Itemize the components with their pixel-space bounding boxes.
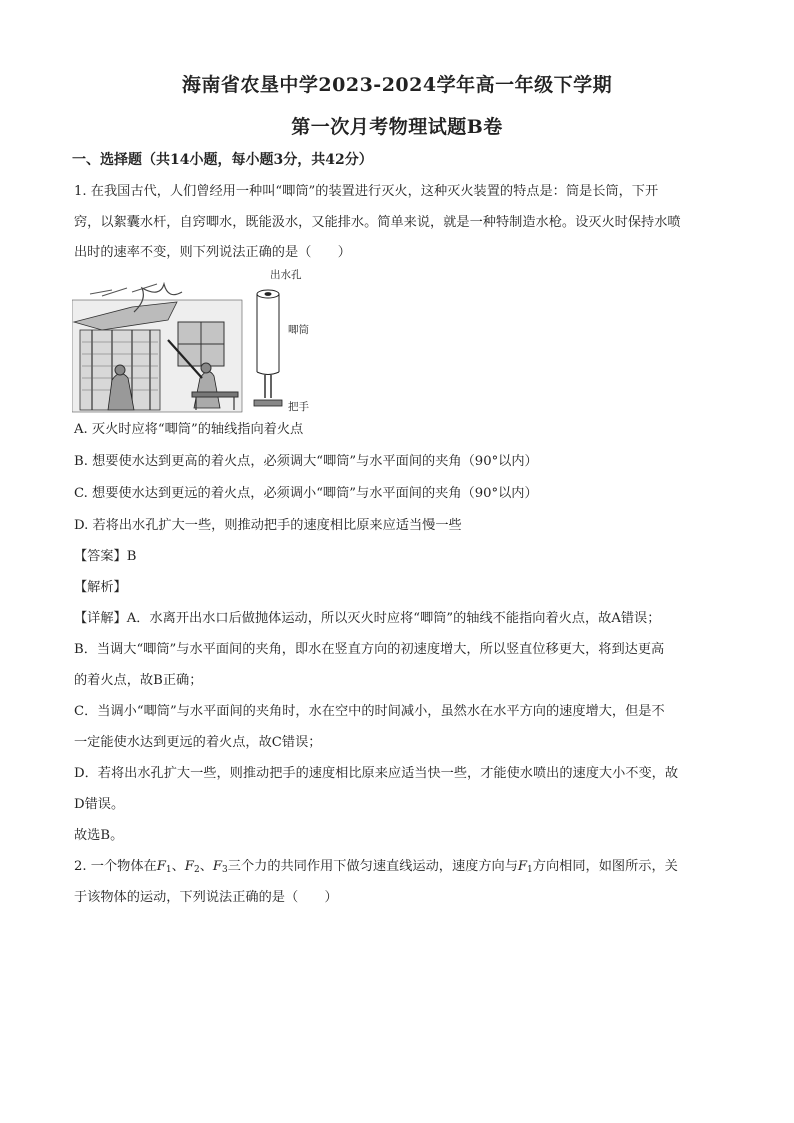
page-title-line2: 第一次月考物理试题B卷 xyxy=(291,116,503,138)
q1-stem-line1: 1. 在我国古代，人们曾经用一种叫“唧筒”的装置进行灭火，这种灭火装置的特点是：筒是长筒，下开 xyxy=(74,184,659,199)
q1-detail-line8: 故选B。 xyxy=(74,828,124,843)
q1-detail-line3: 的着火点，故B正确； xyxy=(74,673,203,688)
force-f2-sub: 2 xyxy=(193,865,200,875)
answer-value: B xyxy=(126,549,137,564)
force-f2: F xyxy=(184,859,194,874)
q1-figure xyxy=(72,269,332,414)
label-outlet: 出水孔 xyxy=(270,269,302,281)
q1-answer xyxy=(74,547,724,567)
page-title-line1: 海南省农垦中学2023-2024学年高一年级下学期 xyxy=(181,74,613,96)
q1-detail-line4: C．当调小“唧筒”与水平面间的夹角时，水在空中的时间减小，虽然水在水平方向的速度增大，但是不 xyxy=(74,704,665,719)
q1-analysis-tag: 【解析】 xyxy=(74,580,127,595)
force-f1-ref: F xyxy=(517,859,528,874)
label-barrel: 唧筒 xyxy=(288,324,309,336)
q2-stem-part-c: 方向相同，如图所示，关 xyxy=(532,859,678,874)
q2-stem-line1 xyxy=(74,857,724,880)
pump-illustration xyxy=(72,282,332,414)
q1-stem-line3: 出时的速率不变，则下列说法正确的是（ ） xyxy=(74,245,351,260)
q2-stem-part-b: 三个力的共同作用下做匀速直线运动，速度方向与 xyxy=(227,859,518,874)
q1-detail-line6: D．若将出水孔扩大一些，则推动把手的速度相比原来应适当快一些，才能使水喷出的速度大小不变，故 xyxy=(74,766,679,781)
section-heading: 一、选择题（共14小题，每小题3分，共42分） xyxy=(72,152,373,168)
force-f3: F xyxy=(212,859,223,874)
ancient-scene-drawing xyxy=(72,284,242,412)
pump-diagram xyxy=(254,290,282,406)
q1-detail-line2: B．当调大“唧筒”与水平面间的夹角，即水在竖直方向的初速度增大，所以竖直位移更大，将到达更高 xyxy=(74,642,665,657)
q2-sep2: 、 xyxy=(199,859,213,874)
q1-detail-line7: D错误。 xyxy=(74,797,125,812)
label-handle: 把手 xyxy=(288,401,309,413)
force-f1: F xyxy=(156,859,166,874)
answer-tag: 【答案】 xyxy=(74,549,127,564)
force-f1-sub: 1 xyxy=(165,865,172,875)
q1-option-b: B. 想要使水达到更高的着火点，必须调大“唧筒”与水平面间的夹角（90°以内） xyxy=(74,454,538,469)
q1-detail-line5: 一定能使水达到更远的着火点，故C错误； xyxy=(74,735,322,750)
q1-option-d: D. 若将出水孔扩大一些，则推动把手的速度相比原来应适当慢一些 xyxy=(74,518,462,533)
q1-option-c: C. 想要使水达到更远的着火点，必须调小“唧筒”与水平面间的夹角（90°以内） xyxy=(74,486,538,501)
q1-stem-line2: 窍，以絮囊水杆，自窍唧水，既能汲水，又能排水。简单来说，就是一种特制造水枪。设灭火时保持水喷 xyxy=(74,215,681,230)
q1-detail-line1: 【详解】A．水离开出水口后做抛体运动，所以灭火时应将“唧筒”的轴线不能指向着火点，故A错误； xyxy=(74,611,661,626)
q2-sep1: 、 xyxy=(171,859,185,874)
force-f3-sub: 3 xyxy=(222,865,228,875)
q2-stem-part-a: 2. 一个物体在 xyxy=(74,859,157,874)
q2-stem-line2: 于该物体的运动，下列说法正确的是（ ） xyxy=(74,890,338,905)
force-f1-ref-sub: 1 xyxy=(527,865,533,875)
q1-option-a: A. 灭火时应将“唧筒”的轴线指向着火点 xyxy=(74,422,304,437)
